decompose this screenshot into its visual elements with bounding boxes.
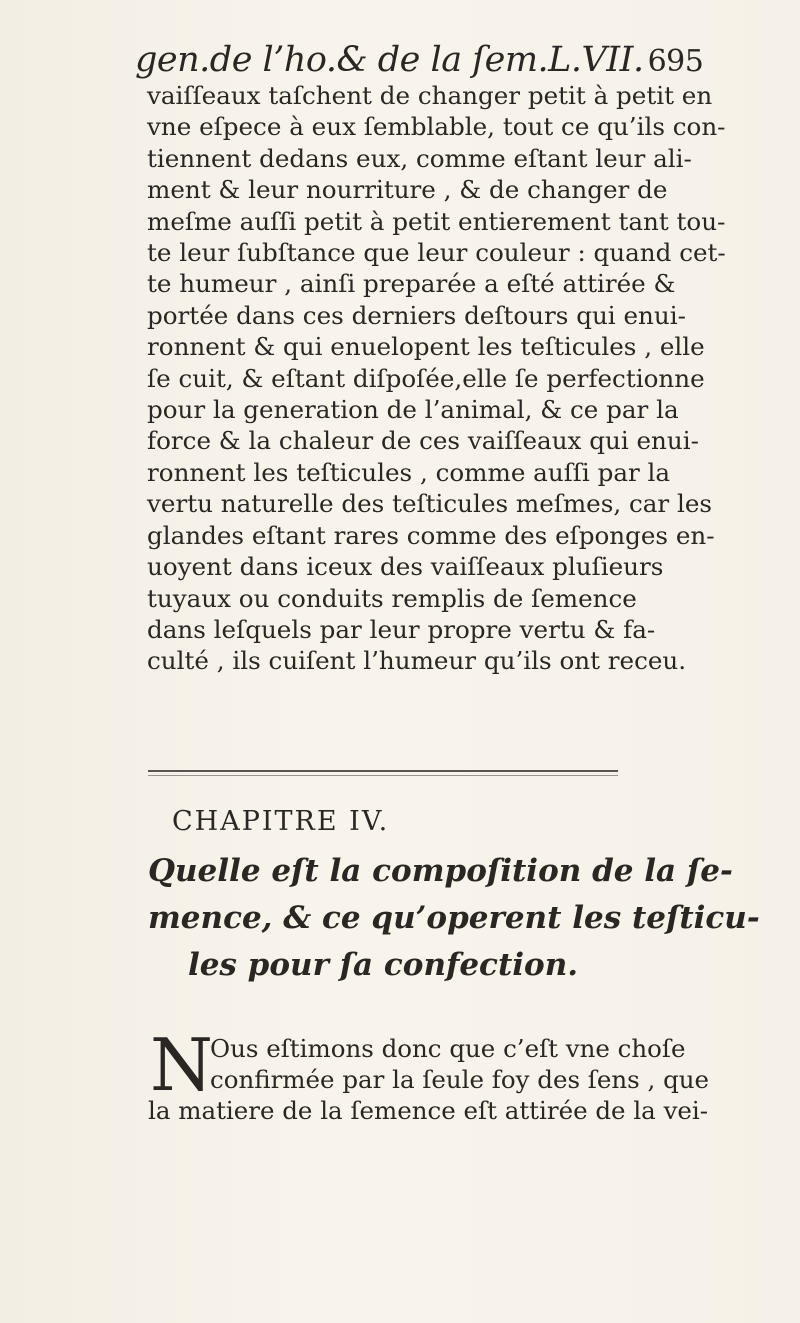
text-line: ment & leur nourriture , & de changer de [147,175,668,205]
text-line: force & la chaleur de ces vaiſſeaux qui enui- [147,426,699,456]
text-line: meſme auſſi petit à petit entierement tant tou- [147,206,726,236]
section-divider [148,770,618,772]
intro-paragraph [148,1033,710,1126]
text-line: tuyaux ou conduits remplis de ſemence [147,583,637,613]
text-line: pour la generation de l’animal, & ce par la [147,395,679,425]
text-line: uoyent dans iceux des vaiſſeaux pluſieurs [147,552,664,582]
text-line: te humeur , ainſi preparée a eſté attirée & [147,269,676,299]
text-line: dans leſquels par leur propre vertu & fa- [147,614,656,644]
text-line: te leur ſubſtance que leur couleur : quand cet- [147,238,726,268]
text-line: glandes eſtant rares comme des eſponges en- [147,520,715,550]
text-line: tiennent dedans eux, comme eſtant leur ali- [147,143,692,173]
section-divider-thin [148,775,618,776]
text-line: Ous eſtimons donc que c’eſt vne choſe [210,1034,686,1063]
text-line: ronnent les teſticules , comme auſſi par la [147,457,671,487]
drop-cap: N [150,1023,213,1107]
chapter-subtitle [148,848,760,989]
subtitle-line: Quelle eſt la compoſition de la ſe- [148,853,733,889]
running-header [135,40,704,82]
text-line: vertu naturelle des teſticules meſmes, car les [147,489,713,519]
text-line: la matiere de la ſemence eſt attirée de la vei- [148,1096,709,1125]
subtitle-line: mence, & ce qu’operent les teſticu- [148,900,760,936]
text-line: culté , ils cuiſent l’humeur qu’ils ont receu. [147,646,687,676]
text-line: confirmée par la ſeule foy des ſens , que [210,1065,710,1094]
text-line: vne eſpece à eux ſemblable, tout ce qu’ils con- [147,112,726,142]
text-line: portée dans ces derniers deſtours qui enui- [147,300,686,330]
body-paragraph [147,80,726,677]
running-title: gen.de l’ho.& de la ſem.L.VII. [135,40,644,80]
subtitle-line: les pour ſa confection. [187,947,579,983]
page-number: 695 [647,44,704,79]
text-line: ſe cuit, & eſtant diſpoſée,elle ſe perfectionne [147,363,705,393]
text-line: ronnent & qui enuelopent les teſticules , elle [147,332,705,362]
text-line: vaiſſeaux taſchent de changer petit à petit en [147,81,713,110]
chapter-heading: CHAPITRE IV. [172,806,390,837]
